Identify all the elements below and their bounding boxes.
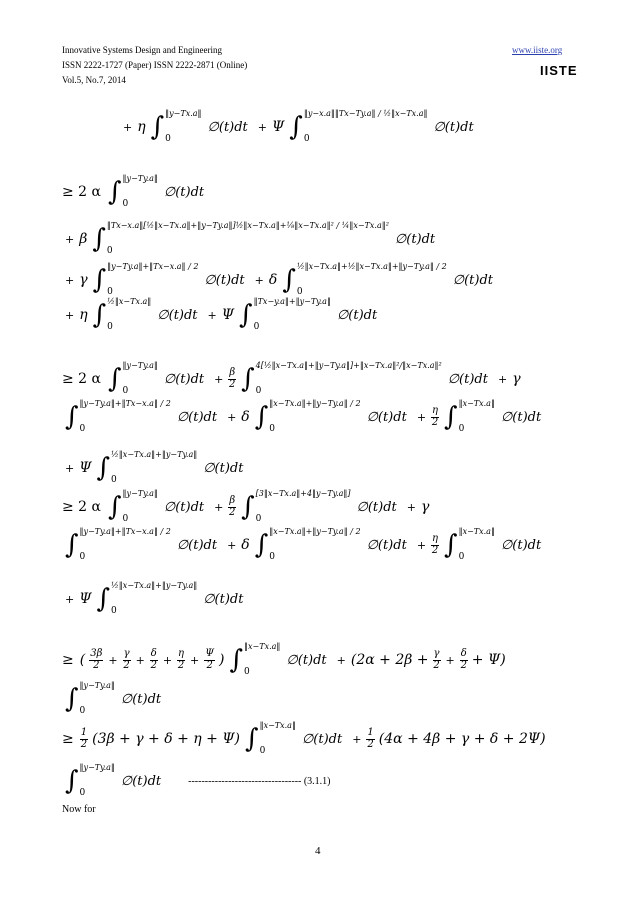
volume-line: Vol.5, No.7, 2014 [62, 75, 126, 85]
denominator: 2 [229, 506, 236, 518]
integrand: ∅(t)dt [176, 409, 218, 425]
integral-limits [107, 222, 389, 256]
operator: + [123, 120, 133, 134]
integral-sign: ∫ [254, 530, 269, 560]
integral [93, 298, 202, 332]
denominator: 2 [431, 544, 439, 556]
lower-limit: 0 [79, 706, 86, 716]
integral [97, 451, 248, 485]
numerator: η [178, 648, 185, 659]
integrand: ∅(t)dt [204, 272, 245, 288]
upper-limit: ‖y−Ty.a‖+‖Tx−x.a‖ / 2 [107, 262, 199, 271]
integral [65, 528, 221, 562]
fraction [431, 406, 439, 428]
equation-line [120, 110, 481, 144]
integral-limits [256, 490, 351, 524]
fraction [366, 728, 374, 750]
relation: ≥ [62, 731, 74, 747]
upper-limit: ‖y−Ty.a‖ [79, 763, 115, 772]
numerator: γ [433, 648, 440, 659]
lower-limit: 0 [165, 134, 171, 144]
lower-limit: 0 [255, 386, 262, 396]
integrand: ∅(t)dt [366, 409, 407, 425]
operator: + [416, 538, 427, 552]
upper-limit: ‖x−Tx.a‖ [259, 721, 296, 730]
denominator: 2 [93, 659, 100, 671]
integral-sign: ∫ [65, 684, 79, 714]
denominator: 2 [433, 659, 440, 671]
integral [65, 400, 221, 434]
integral [230, 643, 331, 677]
operator: + [227, 410, 237, 424]
equation-line [62, 490, 431, 524]
numerator: 1 [367, 727, 374, 738]
lower-limit: 0 [122, 386, 129, 396]
denominator: 2 [431, 416, 439, 428]
equation-line [62, 528, 548, 562]
equation-line [62, 222, 442, 256]
integrand: ∅(t)dt [203, 460, 244, 476]
integral-sign: ∫ [241, 492, 255, 522]
operator: + [190, 653, 200, 667]
integral-limits [244, 643, 280, 677]
integrand: ∅(t)dt [286, 652, 327, 668]
integral-limits [80, 682, 115, 716]
integral-limits [459, 400, 495, 434]
operator: + [352, 732, 362, 746]
math-symbol: γ [420, 499, 430, 515]
math-symbol: ( [79, 652, 86, 668]
integral-sign: ∫ [108, 177, 122, 207]
lower-limit: 0 [458, 424, 465, 434]
integrand: ∅(t)dt [163, 371, 205, 387]
integral [444, 528, 545, 562]
fraction [228, 496, 236, 518]
lower-limit: 0 [111, 475, 117, 485]
operator: + [108, 653, 118, 667]
upper-limit: ‖Tx−x.a‖[½‖x−Tx.a‖+‖y−Ty.a‖]½‖x−Tx.a‖+⅛‖x−Tx.a‖² / ¼‖x−Tx.a‖² [106, 221, 389, 230]
integral [65, 764, 165, 798]
integrand: ∅(t)dt [163, 184, 205, 200]
numerator: Ψ [205, 648, 215, 659]
upper-limit: ‖y−Ty.a‖ [122, 174, 158, 183]
integrand: ∅(t)dt [356, 499, 397, 515]
denominator: 2 [367, 738, 374, 750]
fraction [204, 649, 215, 671]
upper-limit: ½‖x−Tx.a‖ [107, 297, 152, 306]
upper-limit: ‖x−Tx.a‖ [458, 527, 495, 536]
integral-limits [269, 528, 360, 562]
math-symbol: η [137, 119, 146, 135]
integrand: ∅(t)dt [500, 537, 542, 553]
integral [239, 298, 381, 332]
equation-line [62, 582, 250, 616]
equation-line [62, 362, 523, 396]
integral [245, 722, 346, 756]
integral-limits [304, 110, 428, 144]
math-symbol: ) [219, 652, 225, 668]
math-symbol: Ψ [221, 307, 235, 323]
math-symbol: (3β + γ + δ + η + Ψ) [92, 731, 241, 747]
operator: + [254, 273, 264, 287]
equation-line [62, 400, 548, 434]
integral-limits [256, 362, 442, 396]
math-symbol: η [79, 307, 88, 323]
integral-sign: ∫ [96, 453, 111, 483]
operator: + [257, 120, 268, 134]
numerator: 1 [80, 727, 88, 738]
math-symbol: γ [79, 272, 88, 288]
upper-limit: ‖y−Ty.a‖ [79, 681, 115, 690]
denominator: 2 [177, 659, 185, 671]
lower-limit: 0 [122, 514, 129, 524]
equation-line [62, 643, 508, 677]
lower-limit: 0 [111, 606, 117, 616]
numerator: β [229, 367, 236, 378]
integrand: ∅(t)dt [447, 371, 488, 387]
integrand: ∅(t)dt [203, 591, 244, 607]
denominator: 2 [80, 738, 88, 750]
upper-limit: ‖y−Ty.a‖ [122, 489, 158, 498]
math-symbol: δ [241, 409, 250, 425]
operator: + [65, 592, 75, 606]
integral-limits [111, 451, 197, 485]
integral-sign: ∫ [282, 265, 296, 295]
operator: + [336, 653, 346, 667]
integral-limits [260, 722, 296, 756]
integrand: ∅(t)dt [157, 307, 198, 323]
integral [93, 263, 249, 297]
upper-limit: ‖y−Ty.a‖ [122, 361, 158, 370]
relation: ≥ 2 α [62, 184, 101, 200]
lower-limit: 0 [244, 667, 250, 677]
fraction [150, 649, 158, 671]
numerator: η [432, 533, 439, 544]
integrand: ∅(t)dt [163, 499, 205, 515]
upper-limit: ½‖x−Tx.a‖+‖y−Ty.a‖ [111, 581, 198, 590]
upper-limit: ‖x−Tx.a‖+‖y−Ty.a‖ / 2 [269, 399, 361, 408]
numerator: δ [150, 648, 157, 659]
lower-limit: 0 [79, 788, 86, 798]
denominator: 2 [229, 378, 236, 390]
fraction [460, 649, 468, 671]
integrand: ∅(t)dt [336, 307, 378, 323]
equation-line [62, 298, 384, 332]
upper-limit: ½‖x−Tx.a‖+½‖x−Tx.a‖+‖y−Ty.a‖ / 2 [296, 262, 447, 271]
upper-limit: ‖y−Ty.a‖+‖Tx−x.a‖ / 2 [79, 399, 171, 408]
lower-limit: 0 [106, 246, 113, 256]
integral-sign: ∫ [65, 402, 79, 432]
operator: + [416, 410, 427, 424]
integral-sign: ∫ [108, 492, 122, 522]
lower-limit: 0 [253, 322, 260, 332]
operator: + [65, 461, 75, 475]
integral [92, 222, 439, 256]
equation-line [62, 764, 331, 798]
upper-limit: 4[½‖x−Tx.a‖+‖y−Ty.a‖]+‖x−Tx.a‖²/‖x−Tx.a‖² [255, 361, 442, 370]
integral-sign: ∫ [92, 300, 107, 330]
integral-sign: ∫ [444, 530, 458, 560]
integral-sign: ∫ [254, 402, 269, 432]
numerator: γ [123, 648, 130, 659]
upper-limit: ‖y−Tx.a‖ [165, 109, 202, 118]
integral [151, 110, 252, 144]
integral [289, 110, 477, 144]
lower-limit: 0 [458, 552, 465, 562]
integral-sign: ∫ [241, 364, 255, 394]
integral [108, 175, 208, 209]
operator: + [445, 653, 455, 667]
operator: + [65, 273, 75, 287]
upper-limit: ½‖x−Tx.a‖+‖y−Ty.a‖ [111, 450, 198, 459]
relation: ≥ 2 α [62, 499, 101, 515]
integral-limits [123, 175, 158, 209]
integrand: ∅(t)dt [433, 119, 474, 135]
equation-line [62, 722, 548, 756]
integral-sign: ∫ [65, 766, 79, 796]
operator: + [497, 372, 508, 386]
iiste-logo: IISTE [540, 63, 578, 78]
numerator: β [229, 495, 236, 506]
upper-limit: ‖x−Tx.a‖ [244, 642, 281, 651]
integrand: ∅(t)dt [366, 537, 407, 553]
integrand: ∅(t)dt [120, 691, 162, 707]
integral-sign: ∫ [92, 224, 106, 254]
integral [241, 490, 401, 524]
page-number: 4 [315, 845, 321, 857]
integral-limits [80, 528, 171, 562]
operator: + [227, 538, 237, 552]
integrand: ∅(t)dt [176, 537, 218, 553]
fraction [228, 368, 236, 390]
math-symbol: (2α + 2β + [350, 652, 429, 668]
fraction [80, 728, 88, 750]
upper-limit: ‖y−x.a‖‖Tx−Ty.a‖ / ½‖x−Tx.a‖ [303, 109, 428, 118]
integral-sign: ∫ [239, 300, 253, 330]
equation-line [62, 175, 211, 209]
fraction [431, 534, 439, 556]
operator: + [214, 500, 224, 514]
denominator: 2 [460, 659, 467, 671]
equation-line [62, 451, 250, 485]
integral-sign: ∫ [150, 112, 165, 142]
math-symbol: Ψ [79, 591, 92, 607]
fraction [123, 649, 131, 671]
math-symbol: Ψ [79, 460, 92, 476]
lower-limit: 0 [296, 287, 303, 297]
lower-limit: 0 [269, 424, 276, 434]
integral [108, 490, 208, 524]
operator: + [214, 372, 224, 386]
integrand: ∅(t)dt [120, 773, 162, 789]
math-symbol: β [79, 231, 88, 247]
integral-limits [107, 298, 151, 332]
integral [241, 362, 492, 396]
integral [255, 400, 411, 434]
denominator: 2 [206, 659, 213, 671]
lower-limit: 0 [259, 746, 266, 756]
integral-sign: ∫ [444, 402, 458, 432]
lower-limit: 0 [303, 134, 310, 144]
operator: + [207, 308, 217, 322]
integral [255, 528, 411, 562]
lower-limit: 0 [255, 514, 262, 524]
integral-limits [123, 362, 158, 396]
integral [65, 682, 165, 716]
integral-sign: ∫ [289, 112, 303, 142]
integral [282, 263, 497, 297]
upper-limit: ‖x−Tx.a‖+‖y−Ty.a‖ / 2 [269, 527, 361, 536]
fraction [177, 649, 185, 671]
equation-tag: ---------------------------------- (3.1.1) [188, 775, 331, 787]
integral-sign: ∫ [229, 645, 244, 675]
fraction [89, 649, 103, 671]
integral-limits [165, 110, 201, 144]
integrand: ∅(t)dt [207, 119, 248, 135]
lower-limit: 0 [107, 322, 113, 332]
lower-limit: 0 [122, 199, 129, 209]
integral-limits [459, 528, 495, 562]
integral-limits [80, 764, 115, 798]
journal-url-link[interactable]: www.iiste.org [512, 45, 563, 55]
math-symbol: δ [268, 272, 278, 288]
math-symbol: + Ψ) [471, 652, 506, 668]
issn-line: ISSN 2222-1727 (Paper) ISSN 2222-2871 (Online) [62, 60, 248, 70]
upper-limit: ‖x−Tx.a‖ [458, 399, 495, 408]
upper-limit: [3‖x−Tx.a‖+4‖y−Ty.a‖] [255, 489, 351, 498]
operator: + [162, 653, 173, 667]
integral-sign: ∫ [96, 584, 111, 614]
integral-limits [111, 582, 197, 616]
integrand: ∅(t)dt [452, 272, 493, 288]
integral [97, 582, 248, 616]
operator: + [406, 500, 416, 514]
math-symbol: (4α + 4β + γ + δ + 2Ψ) [378, 731, 546, 747]
operator: + [65, 308, 75, 322]
upper-limit: ‖Tx−y.a‖+‖y−Ty.a‖ [253, 297, 331, 306]
relation: ≥ [62, 652, 74, 668]
operator: + [65, 232, 75, 246]
relation: ≥ 2 α [62, 371, 101, 387]
integrand: ∅(t)dt [301, 731, 343, 747]
equation-line [62, 682, 168, 716]
integral [108, 362, 208, 396]
integral-sign: ∫ [92, 265, 107, 295]
integral-limits [297, 263, 447, 297]
numerator: δ [460, 648, 467, 659]
lower-limit: 0 [79, 424, 86, 434]
lower-limit: 0 [79, 552, 86, 562]
integral-sign: ∫ [245, 724, 259, 754]
numerator: η [432, 405, 439, 416]
integral-limits [80, 400, 171, 434]
math-symbol: γ [512, 371, 521, 387]
numerator: 3β [90, 648, 103, 659]
integral-sign: ∫ [65, 530, 79, 560]
upper-limit: ‖y−Ty.a‖+‖Tx−x.a‖ / 2 [79, 527, 171, 536]
integrand: ∅(t)dt [394, 231, 436, 247]
equation-line [62, 263, 500, 297]
operator: + [135, 653, 145, 667]
math-symbol: δ [241, 537, 250, 553]
integral [444, 400, 545, 434]
integral-limits [269, 400, 360, 434]
denominator: 2 [150, 659, 157, 671]
body-text-now-for: Now for [62, 804, 96, 815]
integral-sign: ∫ [108, 364, 122, 394]
integral-limits [254, 298, 331, 332]
fraction [433, 649, 441, 671]
lower-limit: 0 [107, 287, 113, 297]
denominator: 2 [123, 659, 130, 671]
journal-name: Innovative Systems Design and Engineering [62, 45, 222, 55]
lower-limit: 0 [269, 552, 276, 562]
integrand: ∅(t)dt [500, 409, 542, 425]
math-symbol: Ψ [272, 119, 285, 135]
integral-limits [107, 263, 198, 297]
integral-limits [123, 490, 158, 524]
